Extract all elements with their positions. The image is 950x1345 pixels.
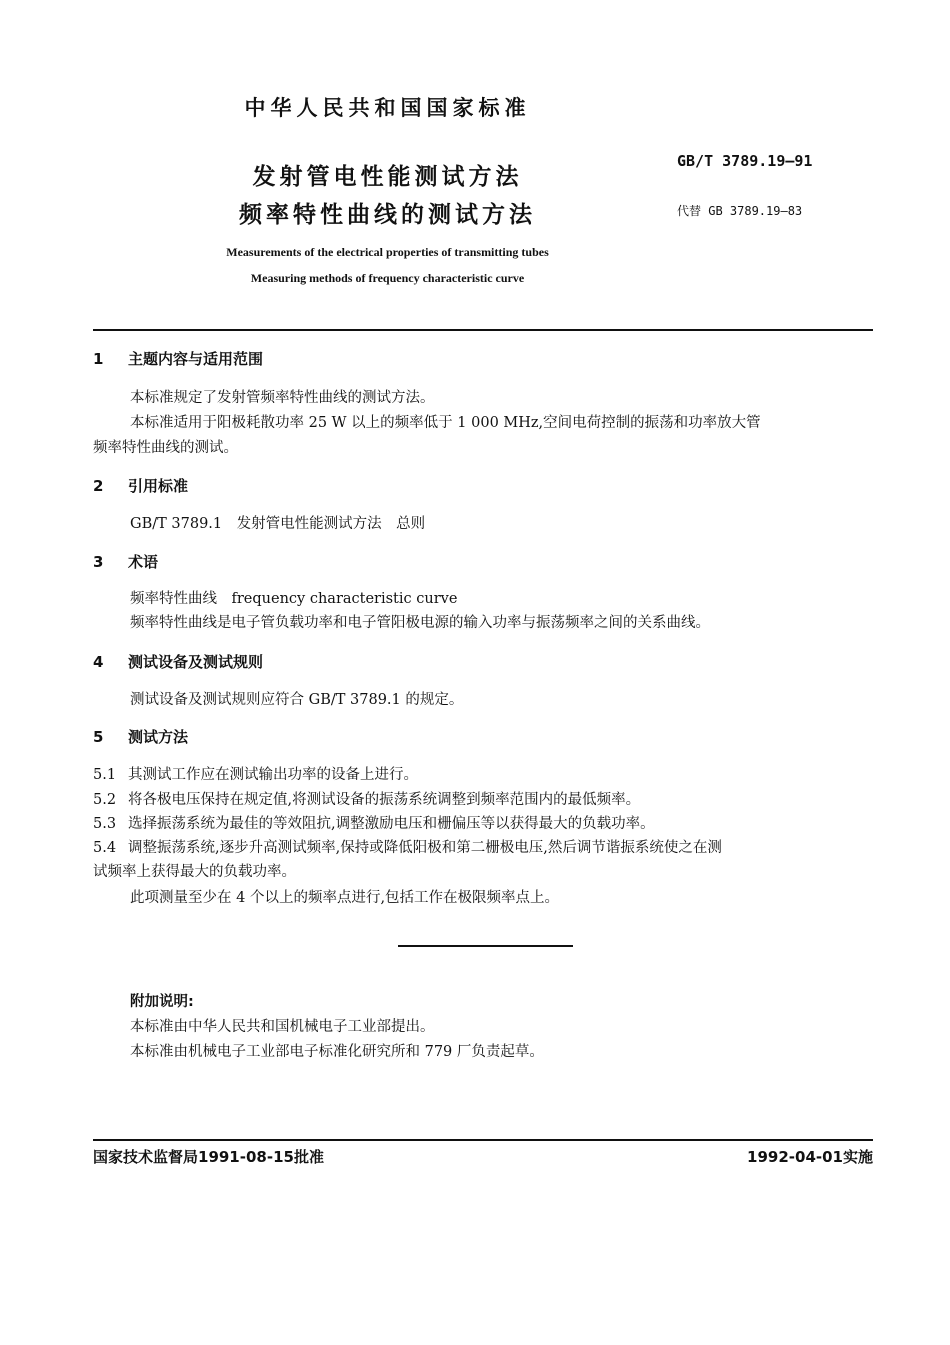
english-title-1: Measurements of the electrical properties of transmitting tubes (226, 245, 549, 259)
footer-divider (93, 1139, 873, 1141)
clause-5-2 (93, 788, 640, 809)
section-number: 2 (93, 477, 104, 495)
paragraph: 频率特性曲线的测试。 (93, 440, 238, 456)
clause-5-3 (93, 812, 655, 833)
clause-note: 此项测量至少在 4 个以上的频率点进行,包括工作在极限频率点上。 (130, 890, 560, 906)
additional-note: 本标准由机械电子工业部电子标准化研究所和 779 厂负责起草。 (130, 1044, 544, 1060)
section-title: 测试方法 (128, 728, 189, 746)
clause-number: 5.4 (93, 840, 117, 856)
section-number: 4 (93, 653, 104, 671)
clause-5-1 (93, 763, 418, 784)
section-2-heading (93, 475, 188, 496)
country-standard-heading: 中华人民共和国国家标准 (244, 96, 531, 120)
english-title-2: Measuring methods of frequency characteristic curve (250, 271, 525, 285)
paragraph: 本标准适用于阳极耗散功率 25 W 以上的频率低于 1 000 MHz,空间电荷控制的振荡和功率放大管 (130, 415, 761, 431)
section-title: 术语 (128, 553, 159, 571)
section-3-heading (93, 551, 158, 572)
header-divider (93, 329, 873, 331)
replaces-standard: 代替 GB 3789.19—83 (677, 204, 803, 218)
clause-number: 5.1 (93, 767, 117, 783)
referenced-standard: GB/T 3789.1 发射管电性能测试方法 总则 (130, 516, 426, 532)
clause-continuation: 试频率上获得最大的负载功率。 (93, 864, 296, 880)
approval-date: 国家技术监督局1991-08-15批准 (93, 1148, 324, 1166)
section-title: 主题内容与适用范围 (128, 350, 264, 368)
section-title: 引用标准 (128, 477, 189, 495)
section-4-heading (93, 651, 263, 672)
clause-text: 选择振荡系统为最佳的等效阻抗,调整激励电压和栅偏压等以获得最大的负载功率。 (128, 816, 655, 832)
end-divider (398, 945, 573, 947)
section-number: 3 (93, 553, 104, 571)
section-number: 1 (93, 350, 104, 368)
section-title: 测试设备及测试规则 (128, 653, 264, 671)
additional-notes-title: 附加说明: (130, 994, 194, 1010)
clause-number: 5.2 (93, 792, 117, 808)
standard-number: GB/T 3789.19—91 (677, 152, 813, 170)
additional-note: 本标准由中华人民共和国机械电子工业部提出。 (130, 1019, 435, 1035)
paragraph: 本标准规定了发射管频率特性曲线的测试方法。 (130, 390, 435, 406)
title-line-1: 发射管电性能测试方法 (252, 164, 523, 190)
term-definition: 频率特性曲线是电子管负载功率和电子管阳极电源的输入功率与振荡频率之间的关系曲线。 (130, 615, 710, 631)
paragraph: 测试设备及测试规则应符合 GB/T 3789.1 的规定。 (130, 692, 464, 708)
clause-number: 5.3 (93, 816, 117, 832)
title-line-2: 频率特性曲线的测试方法 (239, 202, 536, 228)
clause-text: 其测试工作应在测试输出功率的设备上进行。 (128, 767, 418, 783)
section-1-heading (93, 348, 263, 369)
effective-date: 1992-04-01实施 (747, 1148, 873, 1166)
section-5-heading (93, 726, 188, 747)
section-number: 5 (93, 728, 104, 746)
clause-5-4 (93, 836, 722, 857)
clause-text: 将各极电压保持在规定值,将测试设备的振荡系统调整到频率范围内的最低频率。 (128, 792, 641, 808)
clause-text: 调整振荡系统,逐步升高测试频率,保持或降低阳极和第二栅极电压,然后调节谐振系统使之在测 (128, 840, 722, 856)
term: 频率特性曲线 frequency characteristic curve (130, 591, 458, 607)
